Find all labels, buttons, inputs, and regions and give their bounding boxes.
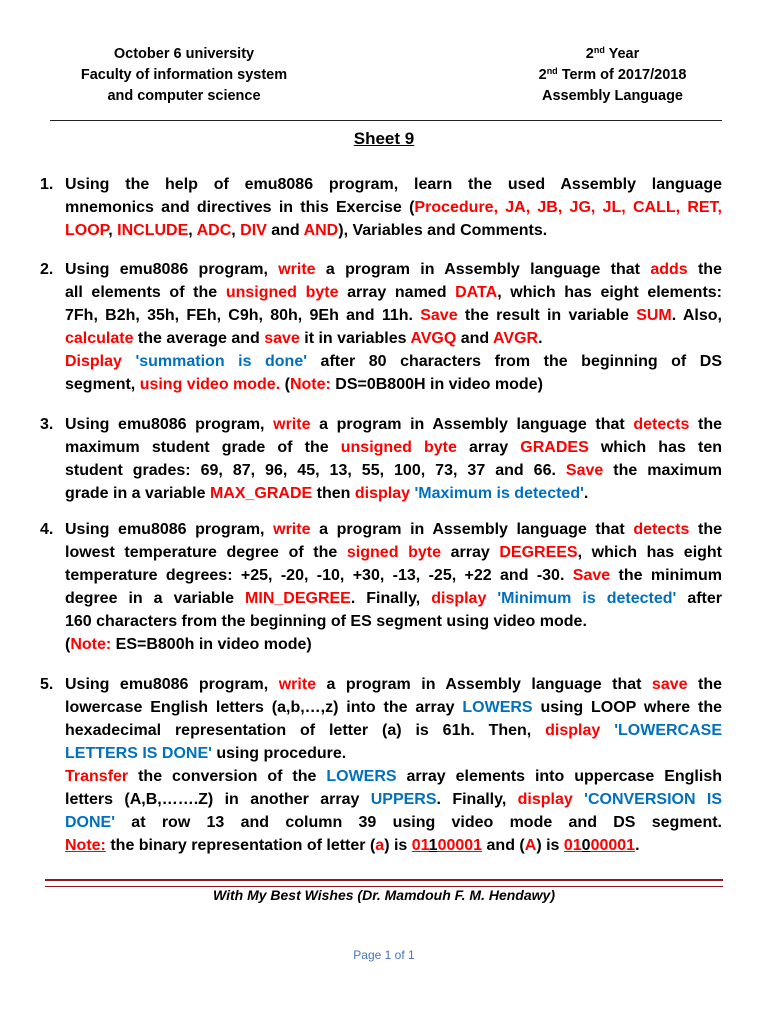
text-run: Save	[572, 567, 611, 584]
header-year-suffix: nd	[593, 45, 605, 55]
question-number: 5.	[40, 676, 54, 693]
text-run: Save	[565, 462, 604, 479]
header-course: Assembly Language	[541, 88, 683, 104]
question-line	[65, 482, 722, 505]
text-run: DONE'	[65, 814, 116, 831]
header-term	[520, 65, 705, 86]
text-run: write	[278, 261, 316, 278]
text-run: the average and	[133, 330, 265, 347]
question-line	[65, 413, 722, 436]
text-run: all elements of the	[65, 284, 226, 301]
text-run: MIN_DEGREE	[245, 590, 351, 607]
text-run: LOOP	[65, 222, 109, 239]
text-run: AVGQ	[410, 330, 457, 347]
text-run: the binary representation of letter (	[105, 837, 376, 854]
header-faculty: Faculty of information system	[80, 67, 288, 83]
footer-divider	[45, 879, 723, 887]
sheet-title: Sheet 9	[353, 129, 415, 148]
text-run: grade in a variable	[65, 485, 210, 502]
question-line	[65, 564, 722, 587]
text-run: write	[273, 521, 311, 538]
text-run: 'Minimum is detected'	[497, 590, 677, 607]
text-run: 'LOWERCASE	[614, 722, 723, 739]
text-run: INCLUDE	[117, 222, 189, 239]
text-run: temperature degrees: +25, -20, -10, +30, -13, -25, +22 and -30.	[65, 567, 573, 584]
question-line	[65, 327, 722, 350]
question-number: 3.	[40, 416, 54, 433]
text-run: (	[65, 636, 71, 653]
text-run: degree in a variable	[65, 590, 246, 607]
text-run: lowest temperature degree of the	[65, 544, 347, 561]
text-run: DATA	[455, 284, 498, 301]
question-line	[65, 610, 722, 633]
question-line	[65, 219, 722, 242]
question-number: 1.	[40, 176, 54, 193]
text-run: a program in Assembly language that	[316, 676, 652, 693]
text-run: ) is	[384, 837, 412, 854]
text-run: Using the help of emu8086 program, learn the used Assembly language	[65, 176, 722, 193]
text-run: . Finally,	[436, 791, 518, 808]
text-run: DIV	[240, 222, 267, 239]
text-run: and (	[482, 837, 525, 854]
text-run: 'Maximum is detected'	[414, 485, 584, 502]
question-line	[65, 633, 722, 656]
text-run: MAX_GRADE	[209, 485, 313, 502]
text-run: Note:	[65, 837, 106, 854]
text-run: segment,	[65, 376, 140, 393]
text-run: ), Variables and Comments.	[338, 222, 548, 239]
text-run: Using emu8086 program,	[65, 261, 279, 278]
text-run: a	[375, 837, 385, 854]
text-run: 00001	[590, 837, 636, 854]
page-number: Page 1 of 1	[353, 948, 415, 962]
text-run: LETTERS IS DONE'	[65, 745, 212, 762]
text-run: Procedure, JA, JB, JG, JL, CALL, RET,	[414, 199, 723, 216]
question-text	[65, 673, 722, 857]
text-run: hexadecimal representation of letter (a) is 61h. Then,	[65, 722, 546, 739]
text-run: AVGR	[493, 330, 539, 347]
question-line	[65, 436, 722, 459]
question-line	[65, 765, 722, 788]
text-run: and	[456, 330, 494, 347]
question-line	[65, 373, 722, 396]
text-run: write	[278, 676, 317, 693]
text-run: calculate	[65, 330, 134, 347]
text-run: Note:	[70, 636, 112, 653]
text-run: array	[440, 544, 500, 561]
text-run: letters (A,B,…….Z) in another array	[65, 791, 371, 808]
footer-wishes: With My Best Wishes (Dr. Mamdouh F. M. Hendawy)	[212, 887, 555, 903]
header-university: October 6 university	[113, 46, 255, 62]
text-run: ES=B800h in video mode)	[111, 636, 312, 653]
text-run	[122, 353, 136, 370]
question-line	[65, 811, 722, 834]
text-run: after 80 characters from the beginning of DS	[307, 353, 722, 370]
text-run: unsigned byte	[340, 439, 457, 456]
text-run: , which has eight elements:	[497, 284, 723, 301]
question-line	[65, 719, 722, 742]
text-run: array elements into uppercase English	[396, 768, 722, 785]
text-run: display	[354, 485, 410, 502]
text-run: the	[689, 521, 722, 538]
text-run: the	[689, 416, 722, 433]
text-run: 01	[411, 837, 429, 854]
text-run: 160 characters from the beginning of ES segment using video mode.	[65, 613, 587, 630]
text-run: the	[687, 261, 722, 278]
text-run: and	[266, 222, 304, 239]
question-5	[40, 673, 722, 857]
text-run: using video mode.	[139, 376, 281, 393]
text-run: Transfer	[65, 768, 129, 785]
text-run: ,	[231, 222, 241, 239]
question-line	[65, 258, 722, 281]
text-run: student grades: 69, 87, 96, 45, 13, 55, 100, 73, 37 and 66.	[65, 462, 566, 479]
question-line	[65, 304, 722, 327]
question-number: 4.	[40, 521, 54, 538]
text-run: ,	[108, 222, 118, 239]
question-line	[65, 350, 722, 373]
text-run	[573, 791, 584, 808]
text-run: signed byte	[346, 544, 441, 561]
header-divider	[50, 120, 722, 121]
question-4	[40, 518, 722, 656]
text-run: LOWERS	[462, 699, 533, 716]
question-line	[65, 742, 722, 765]
text-run: 7Fh, B2h, 35h, FEh, C9h, 80h, 9Eh and 11h.	[65, 307, 421, 324]
text-run: ADC	[196, 222, 232, 239]
text-run: array	[456, 439, 521, 456]
text-run: .	[635, 837, 640, 854]
question-line	[65, 673, 722, 696]
text-run: A	[524, 837, 537, 854]
header-department: and computer science	[107, 88, 261, 104]
text-run: .	[538, 330, 543, 347]
question-2	[40, 258, 722, 396]
question-number: 2.	[40, 261, 54, 278]
text-run: Using emu8086 program,	[65, 521, 274, 538]
text-run: . Also,	[671, 307, 722, 324]
text-run: Save	[420, 307, 458, 324]
text-run: detects	[633, 521, 690, 538]
text-run: a program in Assembly language that	[315, 261, 651, 278]
text-run: which has ten	[588, 439, 723, 456]
text-run: array named	[338, 284, 456, 301]
text-run	[486, 590, 497, 607]
question-line	[65, 459, 722, 482]
text-run: 'CONVERSION IS	[584, 791, 722, 808]
text-run: a program in Assembly language that	[310, 521, 634, 538]
text-run: Display	[65, 353, 122, 370]
question-line	[65, 834, 722, 857]
question-line	[65, 541, 722, 564]
text-run: ) is	[536, 837, 564, 854]
text-run: 1	[428, 837, 438, 854]
text-run: .	[583, 485, 589, 502]
text-run: the	[687, 676, 722, 693]
text-run: lowercase English letters (a,b,…,z) into the array	[65, 699, 463, 716]
question-text	[65, 518, 722, 656]
text-run: (	[280, 376, 290, 393]
question-line	[65, 196, 722, 219]
text-run: write	[273, 416, 311, 433]
text-run: using procedure.	[211, 745, 347, 762]
text-run: the minimum	[610, 567, 722, 584]
text-run: at row 13 and column 39 using video mode and DS segment.	[115, 814, 722, 831]
text-run: mnemonics and directives in this Exercise (	[65, 199, 415, 216]
text-run: adds	[650, 261, 688, 278]
text-run: using LOOP where the	[532, 699, 723, 716]
header-year-number: 2	[585, 46, 594, 62]
question-3	[40, 413, 722, 505]
question-line	[65, 518, 722, 541]
header-term-suffix: nd	[546, 66, 558, 76]
text-run: 0	[581, 837, 591, 854]
text-run: display	[545, 722, 601, 739]
question-1	[40, 173, 722, 242]
text-run: GRADES	[520, 439, 589, 456]
text-run: the result in variable	[457, 307, 637, 324]
question-line	[65, 587, 722, 610]
text-run: Note:	[289, 376, 331, 393]
header-left	[64, 44, 304, 107]
text-run: LOWERS	[326, 768, 397, 785]
text-run: 00001	[437, 837, 483, 854]
text-run: UPPERS	[370, 791, 437, 808]
header-term-text: Term of 2017/2018	[557, 67, 687, 83]
header-year-text: Year	[604, 46, 640, 62]
header-term-number: 2	[538, 67, 547, 83]
text-run: a program in Assembly language that	[310, 416, 634, 433]
question-text	[65, 413, 722, 505]
text-run: 01	[563, 837, 582, 854]
text-run: SUM	[636, 307, 672, 324]
text-run: AND	[303, 222, 339, 239]
header-year	[520, 44, 705, 65]
text-run: after	[676, 590, 723, 607]
header-right	[520, 44, 705, 107]
text-run: detects	[633, 416, 690, 433]
text-run: DS=0B800H in video mode)	[330, 376, 543, 393]
question-line	[65, 173, 722, 196]
text-run: the conversion of the	[128, 768, 327, 785]
text-run: Using emu8086 program,	[65, 416, 274, 433]
question-text	[65, 173, 722, 242]
text-run: Using emu8086 program,	[65, 676, 279, 693]
text-run: then	[312, 485, 355, 502]
text-run: unsigned byte	[225, 284, 339, 301]
text-run: ,	[188, 222, 197, 239]
text-run: the maximum	[603, 462, 722, 479]
text-run: display	[431, 590, 487, 607]
question-line	[65, 696, 722, 719]
question-text	[65, 258, 722, 396]
text-run: display	[517, 791, 573, 808]
text-run: 'summation is done'	[135, 353, 308, 370]
text-run: maximum student grade of the	[65, 439, 341, 456]
text-run: save	[651, 676, 688, 693]
text-run: . Finally,	[350, 590, 432, 607]
text-run: , which has eight	[577, 544, 723, 561]
question-line	[65, 281, 722, 304]
text-run: save	[264, 330, 300, 347]
text-run: DEGREES	[499, 544, 578, 561]
question-line	[65, 788, 722, 811]
text-run	[600, 722, 614, 739]
text-run: it in variables	[299, 330, 411, 347]
